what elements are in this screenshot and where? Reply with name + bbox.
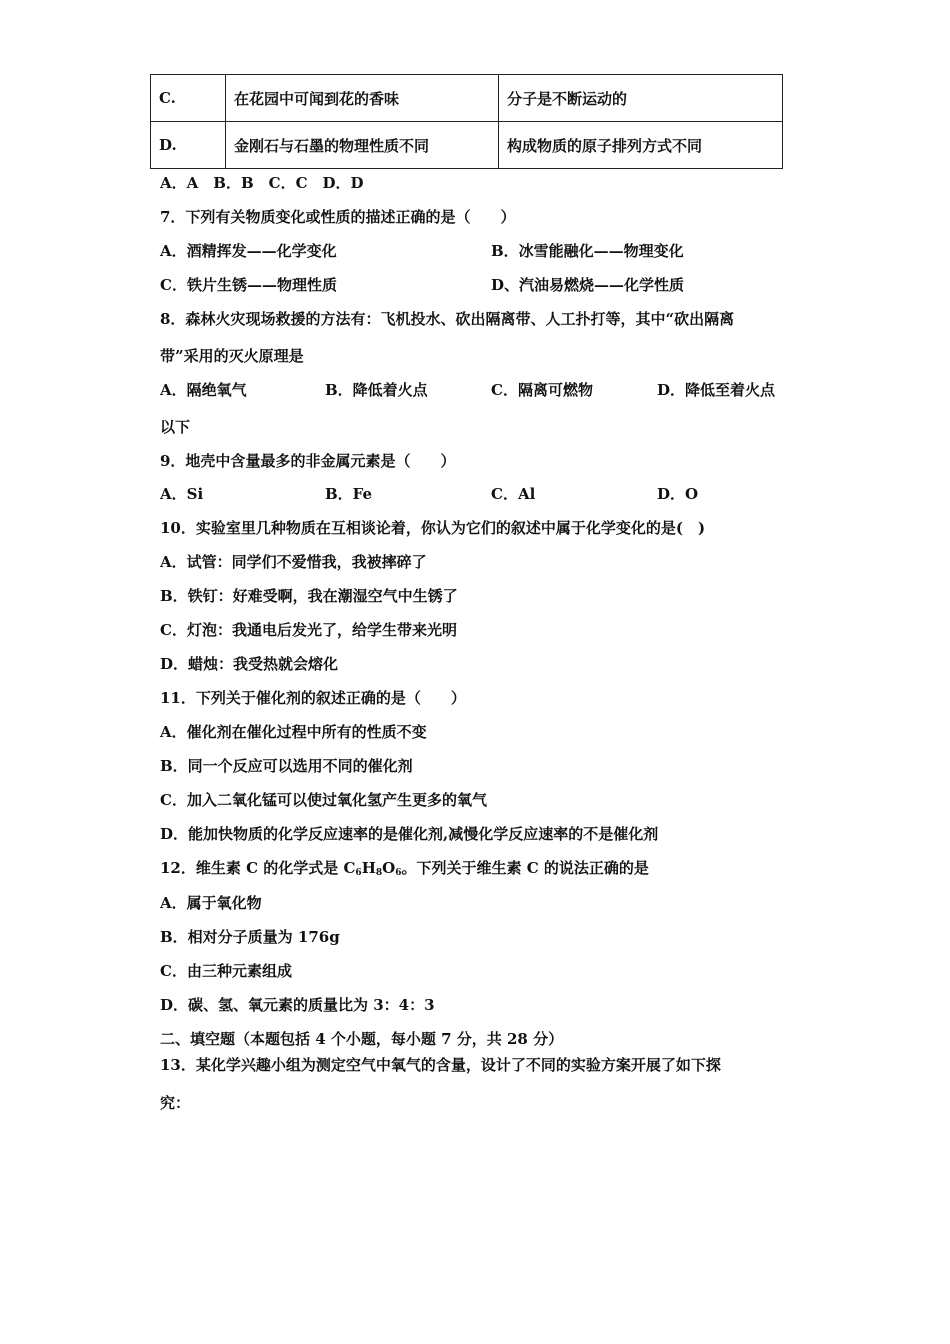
q7-option-b: B．冰雪能融化——物理变化 <box>491 242 684 260</box>
table-row <box>151 75 783 122</box>
q10-stem: 10．实验室里几种物质在互相谈论着，你认为它们的叙述中属于化学变化的是( ) <box>160 519 706 537</box>
q8-option-b: B．降低着火点 <box>325 381 428 399</box>
q6-options: A．A B．B C．C D．D <box>160 174 364 192</box>
q10-option-a: A．试管：同学们不爱惜我，我被摔碎了 <box>160 553 427 571</box>
formula-subscript: 6 <box>355 868 362 878</box>
q9-option-b: B．Fe <box>325 485 373 503</box>
q7-option-d: D、汽油易燃烧——化学性质 <box>491 276 685 294</box>
q10-option-c: C．灯泡：我通电后发光了，给学生带来光明 <box>160 621 457 639</box>
row-label: D. <box>151 122 226 169</box>
q8-stem-line1: 8．森林火灾现场救援的方法有：飞机投水、砍出隔离带、人工扑打等，其中“砍出隔离 <box>160 310 735 328</box>
q11-stem: 11．下列关于催化剂的叙述正确的是（ ） <box>160 689 466 707</box>
q12-stem-pre: 12．维生素 C 的化学式是 C <box>160 859 356 877</box>
q10-option-b: B．铁钉：好难受啊，我在潮湿空气中生锈了 <box>160 587 458 605</box>
row-phenomenon: 金刚石与石墨的物理性质不同 <box>226 122 499 169</box>
formula-subscript: 6 <box>395 868 402 878</box>
q7-option-a: A．酒精挥发——化学变化 <box>160 242 337 260</box>
q8-stem-line2: 带”采用的灭火原理是 <box>160 347 304 365</box>
q8-option-c: C．隔离可燃物 <box>491 381 593 399</box>
q12-option-c: C．由三种元素组成 <box>160 962 292 980</box>
formula-element: H <box>361 859 376 877</box>
q13-stem-line1: 13．某化学兴趣小组为测定空气中氧气的含量，设计了不同的实验方案开展了如下探 <box>160 1056 721 1074</box>
formula-element: O <box>382 859 396 877</box>
row-phenomenon: 在花园中可闻到花的香味 <box>226 75 499 122</box>
row-explanation: 分子是不断运动的 <box>499 75 783 122</box>
q7-stem: 7．下列有关物质变化或性质的描述正确的是（ ） <box>160 208 516 226</box>
q12-option-b: B．相对分子质量为 176g <box>160 928 340 946</box>
q7-option-c: C．铁片生锈——物理性质 <box>160 276 337 294</box>
q11-option-c: C．加入二氧化锰可以使过氧化氢产生更多的氧气 <box>160 791 487 809</box>
q8-option-d-continued: 以下 <box>160 418 191 436</box>
section-title: 二、填空题（本题包括 4 个小题，每小题 7 分，共 28 分） <box>160 1030 564 1048</box>
q8-option-d: D．降低至着火点 <box>657 381 776 399</box>
q9-stem: 9．地壳中含量最多的非金属元素是（ ） <box>160 452 456 470</box>
q8-option-a: A．隔绝氧气 <box>160 381 247 399</box>
q12-stem-post: 。下列关于维生素 C 的说法正确的是 <box>401 859 649 877</box>
q11-option-a: A．催化剂在催化过程中所有的性质不变 <box>160 723 427 741</box>
q9-option-d: D．O <box>657 485 699 503</box>
row-label: C. <box>151 75 226 122</box>
table-row <box>151 122 783 169</box>
q11-option-b: B．同一个反应可以选用不同的催化剂 <box>160 757 413 775</box>
q11-option-d: D．能加快物质的化学反应速率的是催化剂,减慢化学反应速率的不是催化剂 <box>160 825 659 843</box>
q9-option-a: A．Si <box>160 485 204 503</box>
q10-option-d: D．蜡烛：我受热就会熔化 <box>160 655 339 673</box>
q13-stem-line2: 究： <box>160 1094 191 1112</box>
q9-option-c: C．Al <box>491 485 536 503</box>
q12-option-a: A．属于氧化物 <box>160 894 262 912</box>
q12-stem <box>160 858 649 883</box>
row-explanation: 构成物质的原子排列方式不同 <box>499 122 783 169</box>
q12-option-d: D．碳、氢、氧元素的质量比为 3：4：3 <box>160 996 435 1014</box>
q6-answer-table <box>150 74 783 169</box>
formula-subscript: 8 <box>375 868 383 878</box>
